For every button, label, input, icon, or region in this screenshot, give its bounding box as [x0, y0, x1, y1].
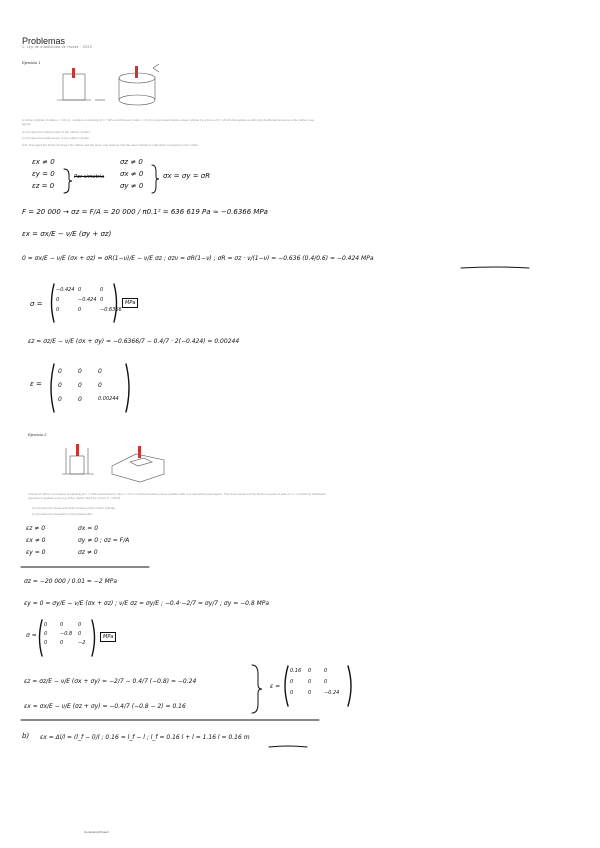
- tensor-cell: 0: [100, 287, 104, 293]
- ex1-stress-condition-1: σz ≠ 0: [120, 158, 143, 166]
- tensor-cell: 0: [56, 297, 60, 303]
- ex2-tensor-unit: MPa: [100, 632, 116, 642]
- ex1-line-strain-z: εz = σz/E − ν/E (σx + σy) = −0.6366/7 − 0.4/7 · 2(−0.424) = 0.00244: [28, 338, 240, 345]
- tensor-cell: 0: [98, 382, 102, 389]
- ex2-line-stress-z: σz = −20 000 / 0.01 = −2 MPa: [24, 578, 118, 585]
- tensor-cell: 0: [78, 396, 82, 403]
- ex2-condition-1: εz ≠ 0: [26, 525, 46, 532]
- tensor-cell: 0: [60, 640, 64, 646]
- ex1-strain-label: ε =: [30, 380, 42, 388]
- ex1-underline: [460, 265, 530, 271]
- tensor-cell: 0: [290, 690, 294, 696]
- ex2-strain-tensor: [290, 668, 346, 696]
- exercise-2-statement: A block of rubber of modulus of elasticity E = 7 GPa and Poisson's ratio ν = 0.4 is confined between three parallel walls of a steel block (see figure). The cross-section of the block is square of side 0.1 m. A uniformly distributed pressure is applied to the top of the rubber block by a force F = 20 kN.: [28, 492, 326, 500]
- tensor-cell: −0.24: [324, 690, 340, 696]
- ex1-tensor-label: σ =: [30, 300, 43, 308]
- ex2-line-elongation: εx = Δl/l = (l_f − l)/l ; 0.16 = l_f − l ; l_f = 0.16 l + l = 1.16 l = 0.16 m: [40, 734, 250, 741]
- tensor-cell: −0.8: [60, 631, 73, 637]
- ex2-divider-2: [20, 718, 320, 722]
- tensor-cell: 0: [100, 297, 104, 303]
- page-footer: Computing Project: [84, 830, 109, 834]
- tensor-cell: 0: [78, 368, 82, 375]
- tensor-cell: −2: [78, 640, 86, 646]
- exercise-1-figure: [55, 62, 175, 112]
- exercise-2-question-a: a) Compute the stress and strain tensors of the rubber cylinder.: [32, 506, 116, 510]
- tensor-cell: 0: [78, 287, 82, 293]
- ex2-stress-condition-2: σy ≠ 0 ; σz = F/A: [78, 537, 130, 544]
- tensor-cell: −0.6366: [100, 307, 122, 313]
- ex2-part-b-label: b): [22, 732, 30, 740]
- ex1-condition-3: εz = 0: [32, 182, 55, 190]
- tensor-cell: 0: [60, 622, 64, 628]
- ex1-line-radial-stress: 0 = σx/E − ν/E (σx + σz) = σR(1−ν)/E − ν/E σz ; σzν = σR(1−ν) ; σR = σz · ν/(1−ν) = −0.636 (0.4/0.6) = −0.424 MPa: [22, 255, 374, 262]
- tensor-cell: 0: [290, 679, 294, 685]
- ex2-condition-2: εx ≠ 0: [26, 537, 46, 544]
- ex2-line-strain-z: εz = σz/E − ν/E (σx + σy) = −2/7 − 0.4/7 (−0.8) = −0.24: [24, 678, 197, 685]
- ex2-line-strain-x: εx = σx/E − ν/E (σz + σy) = −0.4/7 (−0.8 − 2) = 0.16: [24, 703, 186, 710]
- ex2-stress-tensor: [44, 622, 94, 646]
- ex1-stress-condition-3: σy ≠ 0: [120, 182, 144, 190]
- tensor-cell: 0: [78, 631, 82, 637]
- tensor-cell: 0.00244: [98, 396, 119, 402]
- ex1-brace-note: Por simetría: [74, 174, 105, 180]
- ex1-tensor-unit: MPa: [122, 298, 138, 308]
- tensor-cell: 0: [44, 631, 48, 637]
- ex1-brace: [62, 168, 74, 194]
- tensor-cell: 0: [98, 368, 102, 375]
- ex2-stress-condition-3: σz ≠ 0: [78, 549, 98, 556]
- tensor-cell: 0: [78, 382, 82, 389]
- ex2-strain-label: ε =: [270, 683, 281, 690]
- tensor-cell: 0: [78, 622, 82, 628]
- exercise-2-question-b: b) Compute the elongation of the block buffer.: [32, 512, 93, 516]
- tensor-cell: 0: [324, 679, 328, 685]
- ex1-stress-equal: σx = σy = σR: [163, 172, 211, 180]
- ex1-condition-1: εx ≠ 0: [32, 158, 55, 166]
- ex2-stress-condition-1: σx = 0: [78, 525, 99, 532]
- tensor-cell: 0: [58, 368, 62, 375]
- ex1-strain-tensor: [58, 368, 130, 403]
- ex1-condition-2: εy = 0: [32, 170, 55, 178]
- tensor-cell: 0: [324, 668, 328, 674]
- tensor-cell: 0: [44, 640, 48, 646]
- tensor-cell: −0.424: [78, 297, 97, 303]
- ex1-line-force: F = 20 000 → σz = F/A = 20 000 / π0.1² = 636 619 Pa ≈ −0.6366 MPa: [22, 208, 268, 216]
- tensor-cell: 0: [308, 679, 312, 685]
- ex1-line-strain-x: εx = σx/E − ν/E (σy + σz): [22, 230, 112, 238]
- ex1-stress-condition-2: σx ≠ 0: [120, 170, 144, 178]
- tensor-cell: 0: [56, 307, 60, 313]
- ex1-stress-tensor: [56, 287, 122, 313]
- page-subtitle: 1. Ley de elasticidad de Hooke · 2023: [22, 45, 92, 49]
- ex2-underline: [268, 744, 308, 750]
- exercise-1-question-b: b) Compute the strain tensor of the rubber cylinder.: [22, 136, 90, 140]
- exercise-1-label: Ejercicio 1: [22, 60, 41, 65]
- page-title: Problemas: [22, 36, 66, 46]
- ex1-brace-2: [150, 164, 160, 194]
- tensor-cell: 0: [58, 396, 62, 403]
- tensor-cell: 0: [58, 382, 62, 389]
- tensor-cell: 0: [308, 690, 312, 696]
- exercise-1-statement: A rubber cylinder of radius r = 20 cm, modulus of elasticity E = 7 GPa and Poisson's ratio ν = 0.4 is compressed inside a steel cylinder by a force of F = 20 kN that applies a uniformly distributed pressure to the rubber (see figure).: [22, 118, 315, 126]
- ex2-tensor-label: σ =: [26, 632, 37, 639]
- tensor-cell: −0.424: [56, 287, 75, 293]
- exercise-2-figure: [60, 440, 170, 486]
- exercise-1-note: Hint: Disregard the friction between the rubber and the steel, and assume that the steel cylinder is rigid when compared to the rubber.: [22, 143, 199, 147]
- ex2-condition-3: εy = 0: [26, 549, 46, 556]
- exercise-1-question-a: a) Compute the stress tensor of the rubber cylinder.: [22, 130, 91, 134]
- ex2-brace: [250, 664, 264, 714]
- tensor-cell: 0: [78, 307, 82, 313]
- tensor-cell: 0: [44, 622, 48, 628]
- ex2-line-stress-y: εy = 0 = σy/E − ν/E (σx + σz) ; ν/E σz = σy/E ; −0.4·−2/7 = σy/7 ; σy = −0.8 MPa: [24, 600, 270, 607]
- ex2-divider: [20, 565, 150, 569]
- tensor-cell: 0: [308, 668, 312, 674]
- tensor-cell: 0.16: [290, 668, 302, 674]
- exercise-2-label: Ejercicio 2: [28, 432, 47, 437]
